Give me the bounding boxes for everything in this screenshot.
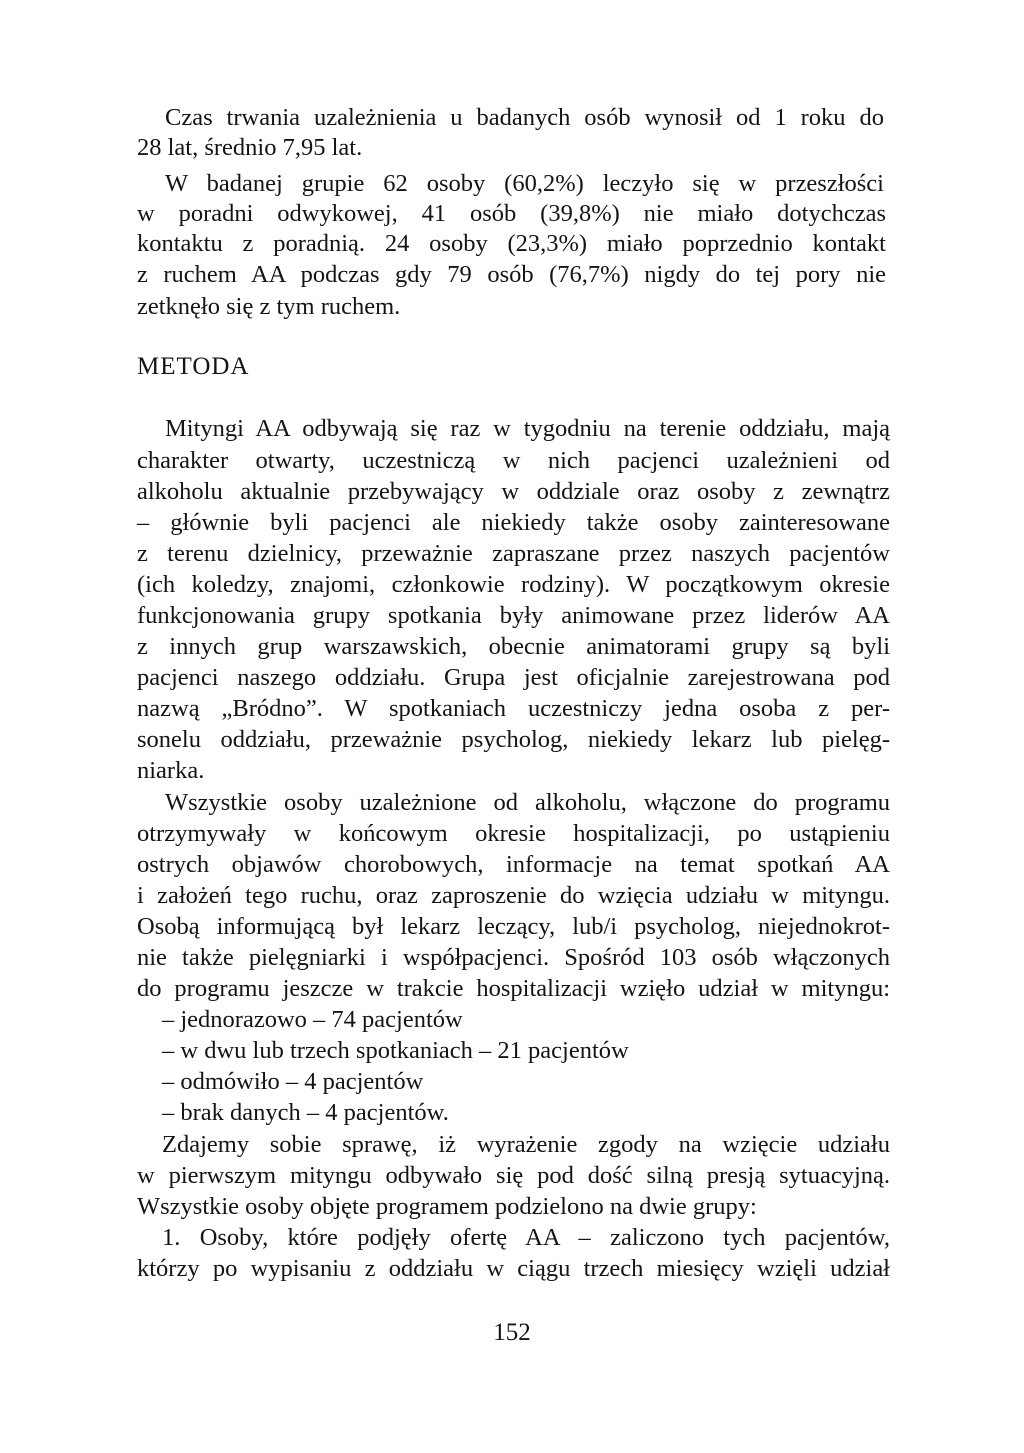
text-line: sonelu oddziału, przeważnie psycholog, niekiedy lekarz lub pielęg- (137, 726, 890, 753)
text-line: ostrych objawów chorobowych, informacje na temat spotkań AA (137, 851, 890, 878)
text-line: Mityngi AA odbywają się raz w tygodniu na terenie oddziału, mają (165, 415, 890, 442)
text-line: do programu jeszcze w trakcie hospitalizacji wzięło udział w mityngu: (137, 975, 890, 1002)
text-line: kontaktu z poradnią. 24 osoby (23,3%) miało poprzednio kontakt (137, 230, 886, 257)
text-line: nazwą „Bródno”. W spotkaniach uczestniczy jedna osoba z per- (137, 695, 890, 722)
text-line: Wszystkie osoby uzależnione od alkoholu, włączone do programu (165, 789, 890, 816)
text-line: w pierwszym mityngu odbywało się pod dość silną presją sytuacyjną. (137, 1162, 890, 1189)
list-item: – odmówiło – 4 pacjentów (162, 1068, 424, 1095)
text-line: 28 lat, średnio 7,95 lat. (137, 134, 363, 161)
text-line: w poradni odwykowej, 41 osób (39,8%) nie miało dotychczas (137, 200, 886, 227)
text-line: funkcjonowania grupy spotkania były animowane przez liderów AA (137, 602, 890, 629)
list-item: – jednorazowo – 74 pacjentów (162, 1006, 463, 1033)
section-heading: METODA (137, 353, 250, 380)
text-line: Czas trwania uzależnienia u badanych osób wynosił od 1 roku do (165, 104, 884, 131)
text-line: z innych grup warszawskich, obecnie animatorami grupy są byli (137, 633, 890, 660)
list-item: – brak danych – 4 pacjentów. (162, 1099, 449, 1126)
text-line: z ruchem AA podczas gdy 79 osób (76,7%) nigdy do tej pory nie (137, 261, 886, 288)
text-line: – głównie byli pacjenci ale niekiedy także osoby zainteresowane (137, 509, 890, 536)
text-line: i założeń tego ruchu, oraz zaproszenie do wzięcia udziału w mityngu. (137, 882, 890, 909)
text-line: alkoholu aktualnie przebywający w oddziale oraz osoby z zewnątrz (137, 478, 890, 505)
text-line: W badanej grupie 62 osoby (60,2%) leczyło się w przeszłości (165, 170, 884, 197)
list-item: – w dwu lub trzech spotkaniach – 21 pacjentów (162, 1037, 629, 1064)
text-line: (ich koledzy, znajomi, członkowie rodziny). W początkowym okresie (137, 571, 890, 598)
text-line: nie także pielęgniarki i współpacjenci. Spośród 103 osób włączonych (137, 944, 890, 971)
text-line: Wszystkie osoby objęte programem podzielono na dwie grupy: (137, 1193, 757, 1220)
text-line: pacjenci naszego oddziału. Grupa jest oficjalnie zarejestrowana pod (137, 664, 890, 691)
text-line: z terenu dzielnicy, przeważnie zapraszane przez naszych pacjentów (137, 540, 890, 567)
text-line: 1. Osoby, które podjęły ofertę AA – zaliczono tych pacjentów, (162, 1224, 890, 1251)
text-line: niarka. (137, 757, 205, 784)
text-line: Osobą informującą był lekarz leczący, lub/i psycholog, niejednokrot- (137, 913, 890, 940)
page-number: 152 (493, 1319, 531, 1346)
text-line: którzy po wypisaniu z oddziału w ciągu trzech miesięcy wzięli udział (137, 1255, 890, 1282)
text-line: otrzymywały w końcowym okresie hospitalizacji, po ustąpieniu (137, 820, 890, 847)
text-line: charakter otwarty, uczestniczą w nich pacjenci uzależnieni od (137, 447, 890, 474)
text-line: Zdajemy sobie sprawę, iż wyrażenie zgody na wzięcie udziału (162, 1131, 890, 1158)
text-line: zetknęło się z tym ruchem. (137, 293, 401, 320)
